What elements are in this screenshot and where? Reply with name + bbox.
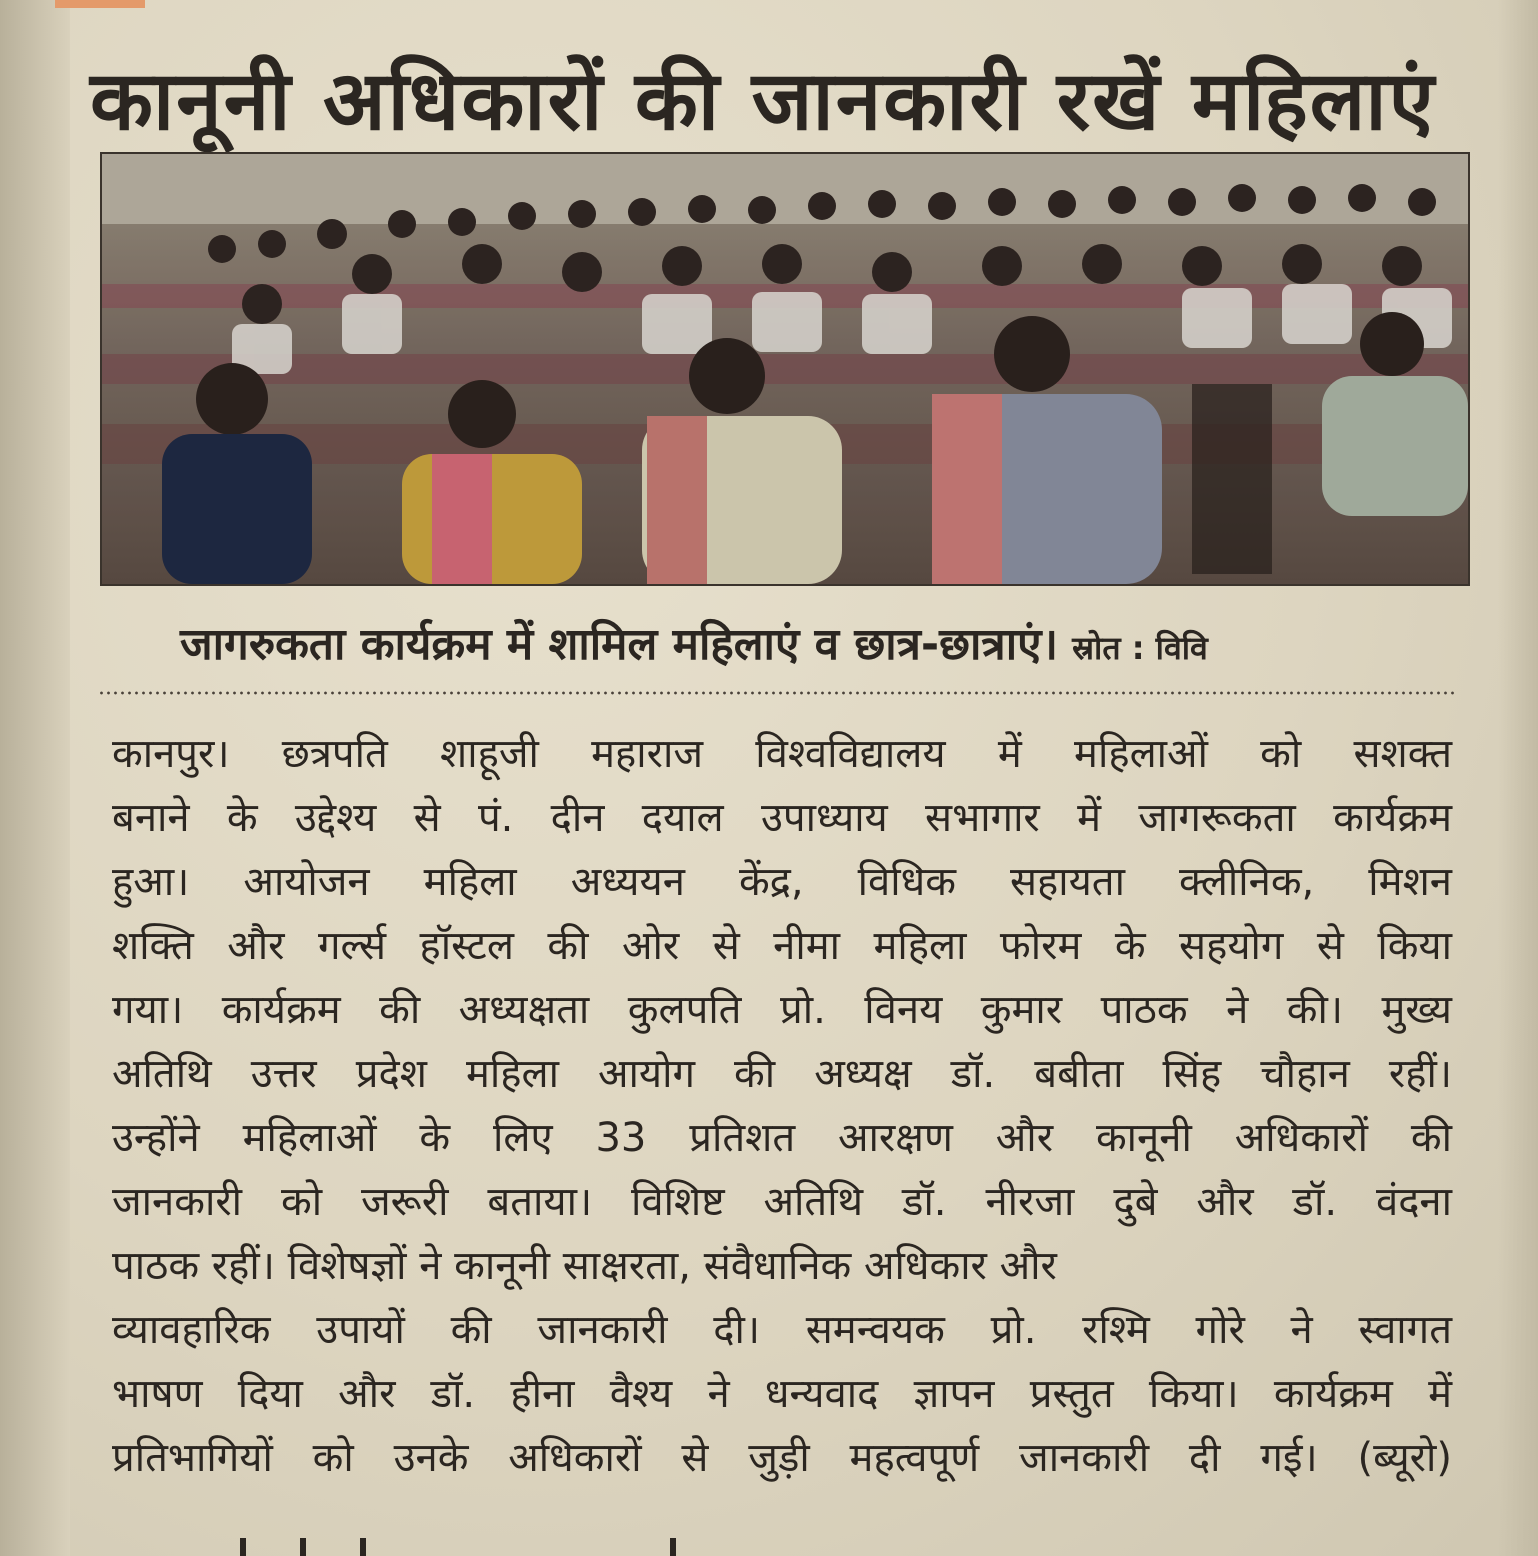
article-line: भाषण दिया और डॉ. हीना वैश्य ने धन्यवाद ज्ञापन प्रस्तुत किया। कार्यक्रम में xyxy=(112,1371,1452,1417)
photo-source-credit: स्रोत : विवि xyxy=(1072,629,1208,667)
next-article-cutoff xyxy=(240,1538,1060,1556)
dotted-divider xyxy=(98,690,1458,696)
audience-photo-illustration xyxy=(102,154,1468,584)
article-line: अतिथि उत्तर प्रदेश महिला आयोग की अध्यक्ष डॉ. बबीता सिंह चौहान रहीं। xyxy=(112,1051,1452,1097)
page-edge-shadow-right xyxy=(1498,0,1538,1556)
article-line: बनाने के उद्देश्य से पं. दीन दयाल उपाध्याय सभागार में जागरूकता कार्यक्रम xyxy=(112,795,1452,841)
article-headline: कानूनी अधिकारों की जानकारी रखें महिलाएं xyxy=(90,54,1436,149)
article-line: पाठक रहीं। विशेषज्ञों ने कानूनी साक्षरता, संवैधानिक अधिकार और xyxy=(112,1243,1057,1289)
article-line: हुआ। आयोजन महिला अध्ययन केंद्र, विधिक सहायता क्लीनिक, मिशन xyxy=(112,859,1452,905)
event-photo xyxy=(100,152,1470,586)
article-line: व्यावहारिक उपायों की जानकारी दी। समन्वयक प्रो. रश्मि गोरे ने स्वागत xyxy=(112,1307,1452,1353)
article-line: शक्ति और गर्ल्स हॉस्टल की ओर से नीमा महिला फोरम के सहयोग से किया xyxy=(112,923,1452,969)
article-line: जानकारी को जरूरी बताया। विशिष्ट अतिथि डॉ. नीरजा दुबे और डॉ. वंदना xyxy=(112,1179,1452,1225)
photo-caption xyxy=(180,612,1440,672)
article-line: गया। कार्यक्रम की अध्यक्षता कुलपति प्रो. विनय कुमार पाठक ने की। मुख्य xyxy=(112,987,1452,1033)
article-line: उन्होंने महिलाओं के लिए 33 प्रतिशत आरक्षण और कानूनी अधिकारों की xyxy=(112,1115,1452,1161)
article-line: कानपुर। छत्रपति शाहूजी महाराज विश्वविद्यालय में महिलाओं को सशक्त xyxy=(112,731,1452,777)
article-body xyxy=(112,724,1452,1492)
page-edge-shadow xyxy=(0,0,70,1556)
caption-text: जागरुकता कार्यक्रम में शामिल महिलाएं व छात्र-छात्राएं। xyxy=(180,619,1059,670)
clipping-edge-strip xyxy=(55,0,145,8)
article-line: प्रतिभागियों को उनके अधिकारों से जुड़ी महत्वपूर्ण जानकारी दी गई। (ब्यूरो) xyxy=(112,1435,1452,1481)
